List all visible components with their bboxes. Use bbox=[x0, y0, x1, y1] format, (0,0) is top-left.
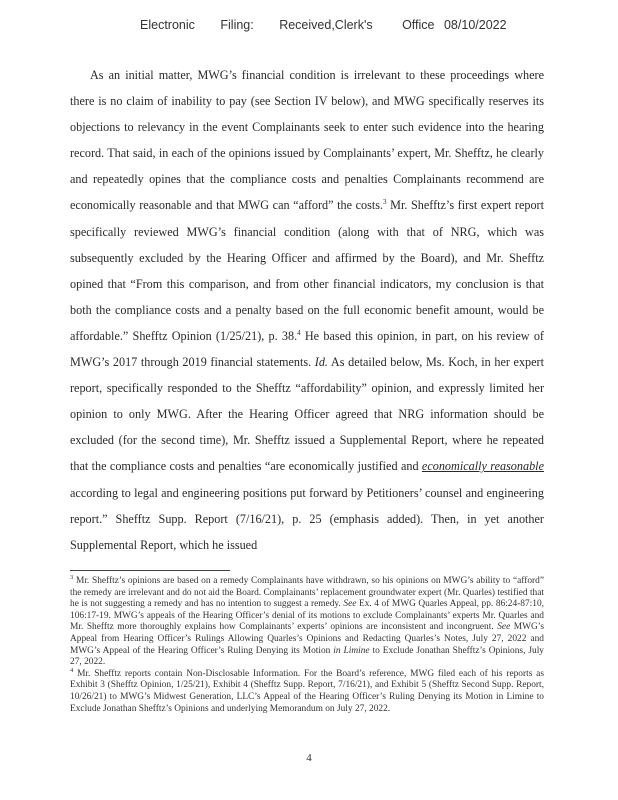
header-received-clerks: Received,Clerk's bbox=[279, 18, 373, 32]
footnote-4 bbox=[70, 666, 544, 715]
body-sentence-3: He based this opinion, in part, on his review of MWG’s 2017 through 2019 financial statements. bbox=[70, 328, 544, 370]
body-paragraph bbox=[70, 62, 544, 558]
body-sentence-2: Mr. Shefftz’s first expert report specifically reviewed MWG’s financial condition (along with that of NRG, which was subsequently excluded by the Hearing Officer and affirmed by the Board), and Mr. Shefftz opined that “From this comparison, and from other financial indicators, my conclusion is that both the compliance costs and a penalty based on the full economic benefit amount, would be affordable.” Shefftz Opinion (1/25/21), p. 38. bbox=[70, 198, 544, 343]
footnote-separator bbox=[70, 570, 230, 571]
id-citation: Id. bbox=[314, 355, 328, 370]
footnote-3-text-1: Mr. Shefftz’s opinions are based on a remedy Complainants have withdrawn, so his opinions on MWG’s ability to “afford” the remedy are irrelevant and do not aid the Board. Complainants’ replacement groundwater expert (Mr. Quarles) testified that he is not suggesting a remedy and has no intention to suggest a remedy. bbox=[70, 576, 544, 610]
footnote-4-marker: 4 bbox=[297, 328, 301, 337]
footnote-3-text-2: Ex. 4 of MWG Quarles Appeal, pp. 86:24-87:10, 106:17-19. MWG’s appeals of the Hearing Officer’s denial of its motions to exclude Complainants’ experts Mr. Quarles and Mr. Shefftz more thoroughly explains how Complainants’ experts’ opinions are inconsistent and incongruent. bbox=[70, 599, 544, 633]
page-number: 4 bbox=[306, 752, 312, 764]
footnote-3 bbox=[70, 573, 544, 669]
filing-header bbox=[140, 18, 507, 32]
header-office: Office bbox=[402, 18, 435, 32]
body-sentence-1: As an initial matter, MWG’s financial condition is irrelevant to these proceedings where there is no claim of inability to pay (see Section IV below), and MWG specifically reserves its objections to relevancy in the event Complainants seek to enter such evidence into the hearing record. That said, in each of the opinions issued by Complainants’ expert, Mr. Shefftz, he clearly and repeatedly opines that the compliance costs and penalties Complainants recommend are economically reasonable and that MWG can “afford” the costs. bbox=[70, 68, 544, 213]
footnote-4-text: Mr. Shefftz reports contain Non-Disclosable Information. For the Board’s reference, MWG filed each of his reports as Exhibit 3 (Shefftz Opinion, 1/25/21), Exhibit 4 (Shefftz Supp. Report, 7/16/21), and Exhibit 5 (Shefftz Second Supp. Report, 10/26/21) to MWG’s Midwest Generation, LLC’s Appeal of the Hearing Officer’s Ruling Denying its Motion in Limine to Exclude Jonathan Shefftz’s Opinions and underlying Memorandum on July 27, 2022. bbox=[70, 668, 544, 714]
emphasized-phrase: economically reasonable bbox=[421, 459, 544, 474]
footnote-3-marker: 3 bbox=[383, 198, 387, 207]
footnote-3-see-2: See bbox=[497, 622, 511, 633]
footnote-4-number: 4 bbox=[70, 666, 74, 674]
header-filing: Filing: bbox=[220, 18, 254, 32]
footnotes bbox=[70, 573, 544, 715]
footnote-3-in-limine: in Limine bbox=[333, 645, 370, 656]
footnote-3-see: See bbox=[343, 599, 357, 610]
body-sentence-5: according to legal and engineering positions put forward by Petitioners’ counsel and engineering report.” Shefftz Supp. Report (7/16/21), p. 25 (emphasis added). Then, in yet another Supplemental Report, which he issued bbox=[70, 485, 544, 552]
body-sentence-4: As detailed below, Ms. Koch, in her expert report, specifically responded to the Shefftz “affordability” opinion, and expressly limited her opinion to only MWG. After the Hearing Officer agreed that NRG information should be excluded (for the second time), Mr. Shefftz issued a Supplemental Report, where he repeated that the compliance costs and penalties “are economically justified and bbox=[70, 355, 544, 474]
header-date: 08/10/2022 bbox=[443, 18, 507, 32]
footnote-3-text-3: MWG’s Appeal from Hearing Officer’s Rulings Allowing Quarles’s Opinions and Redacting Quarles’s Notes, July 27, 2022 and MWG’s Appeal of the Hearing Officer’s Ruling Denying its Motion bbox=[70, 622, 544, 656]
footnote-3-number: 3 bbox=[70, 573, 74, 581]
footnote-3-text-4: to Exclude Jonathan Shefftz’s Opinions, July 27, 2022. bbox=[70, 645, 544, 668]
header-electronic: Electronic bbox=[140, 18, 195, 32]
